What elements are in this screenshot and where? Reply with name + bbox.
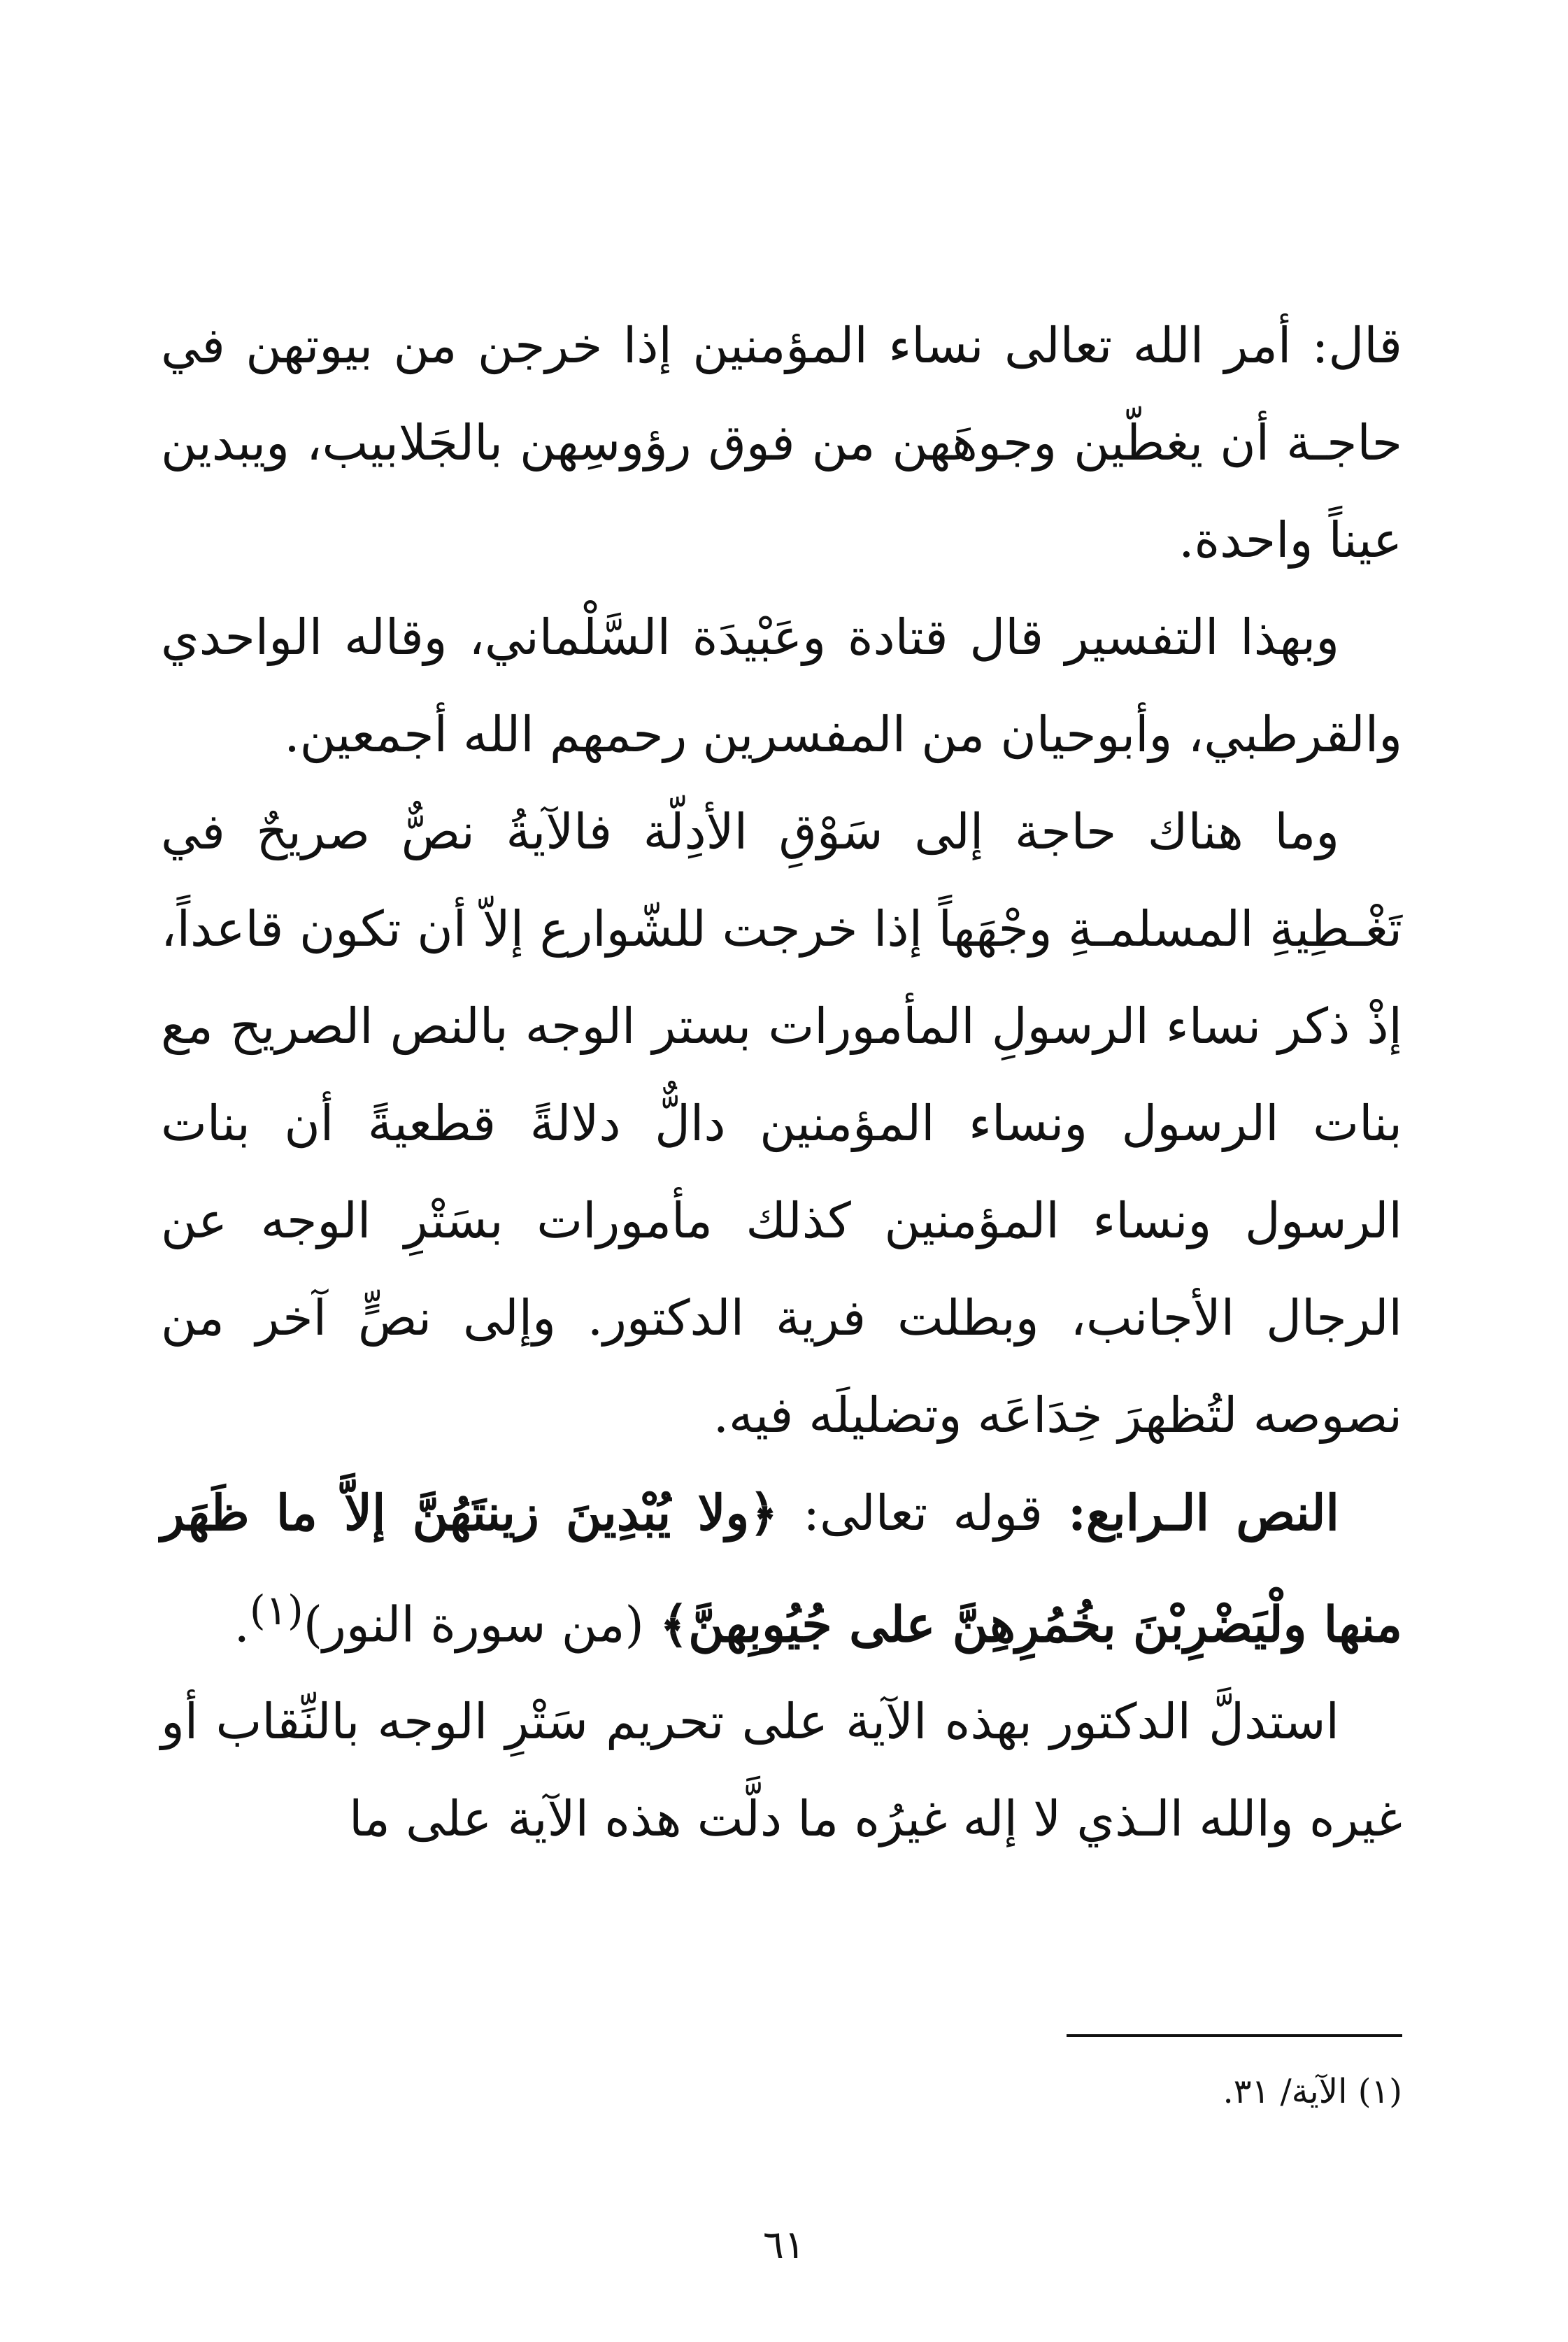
paragraph-2: وبهذا التفسير قال قتادة وعَبْيدَة السَّلْماني، وقاله الواحدي والقرطبي، وأبوحيان من المفسرين رحمهم الله أجمعين. <box>161 609 1402 763</box>
paragraph-5: استدلَّ الدكتور بهذه الآية على تحريم سَتْرِ الوجه بالنِّقاب أو غيره والله الـذي لا إله غيرُه ما دلَّت هذه الآية على ما <box>161 1693 1402 1848</box>
footnote-ref: (١) <box>249 1587 304 1634</box>
verse-source: (من سورة النور) <box>303 1596 644 1654</box>
quran-verse: ﴿ولا يُبْدِينَ زينتَهُنَّ إلاَّ ما ظَهَر منها ولْيَضْرِبْنَ بخُمُرِهِنَّ على جُيُوبِهنَّ﴾ <box>161 1484 1402 1654</box>
main-text-block <box>161 297 1402 1868</box>
paragraph-4-end: . <box>234 1596 250 1654</box>
paragraph-3: وما هناك حاجة إلى سَوْقِ الأدِلّة فالآيةُ نصٌّ صريحٌ في تَغْـطِيةِ المسلمـةِ وجْهَهاً إذا خرجت للشّوارع إلاّ أن تكون قاعداً، إذْ ذكر نساء الرسولِ المأمورات بستر الوجه بالنص الصريح مع بنات الرسول ونساء المؤمنين دالٌّ دلالةً قطعيةً أن بنات الرسول ونساء المؤمنين كذلك مأمورات بسَتْرِ الوجه عن الرجال الأجانب، وبطلت فرية الدكتور. وإلى نصٍّ آخر من نصوصه لتُظهرَ خِدَاعَه وتضليلَه فيه. <box>161 803 1402 1444</box>
paragraph-4 <box>161 1464 1402 1673</box>
footnote: (١) الآية/ ٣١. <box>1223 2072 1402 2111</box>
section-label: النص الـرابع: <box>1068 1484 1339 1542</box>
footnote-separator <box>1067 2034 1402 2037</box>
verse-intro: قوله تعالى: <box>803 1484 1043 1542</box>
paragraph-1: قال: أمر الله تعالى نساء المؤمنين إذا خرجن من بيوتهن في حاجـة أن يغطّين وجوهَهن من فوق رؤوسِهن بالجَلابيب، ويبدين عيناً واحدة. <box>161 317 1402 569</box>
page-number: ٦١ <box>762 2222 806 2268</box>
